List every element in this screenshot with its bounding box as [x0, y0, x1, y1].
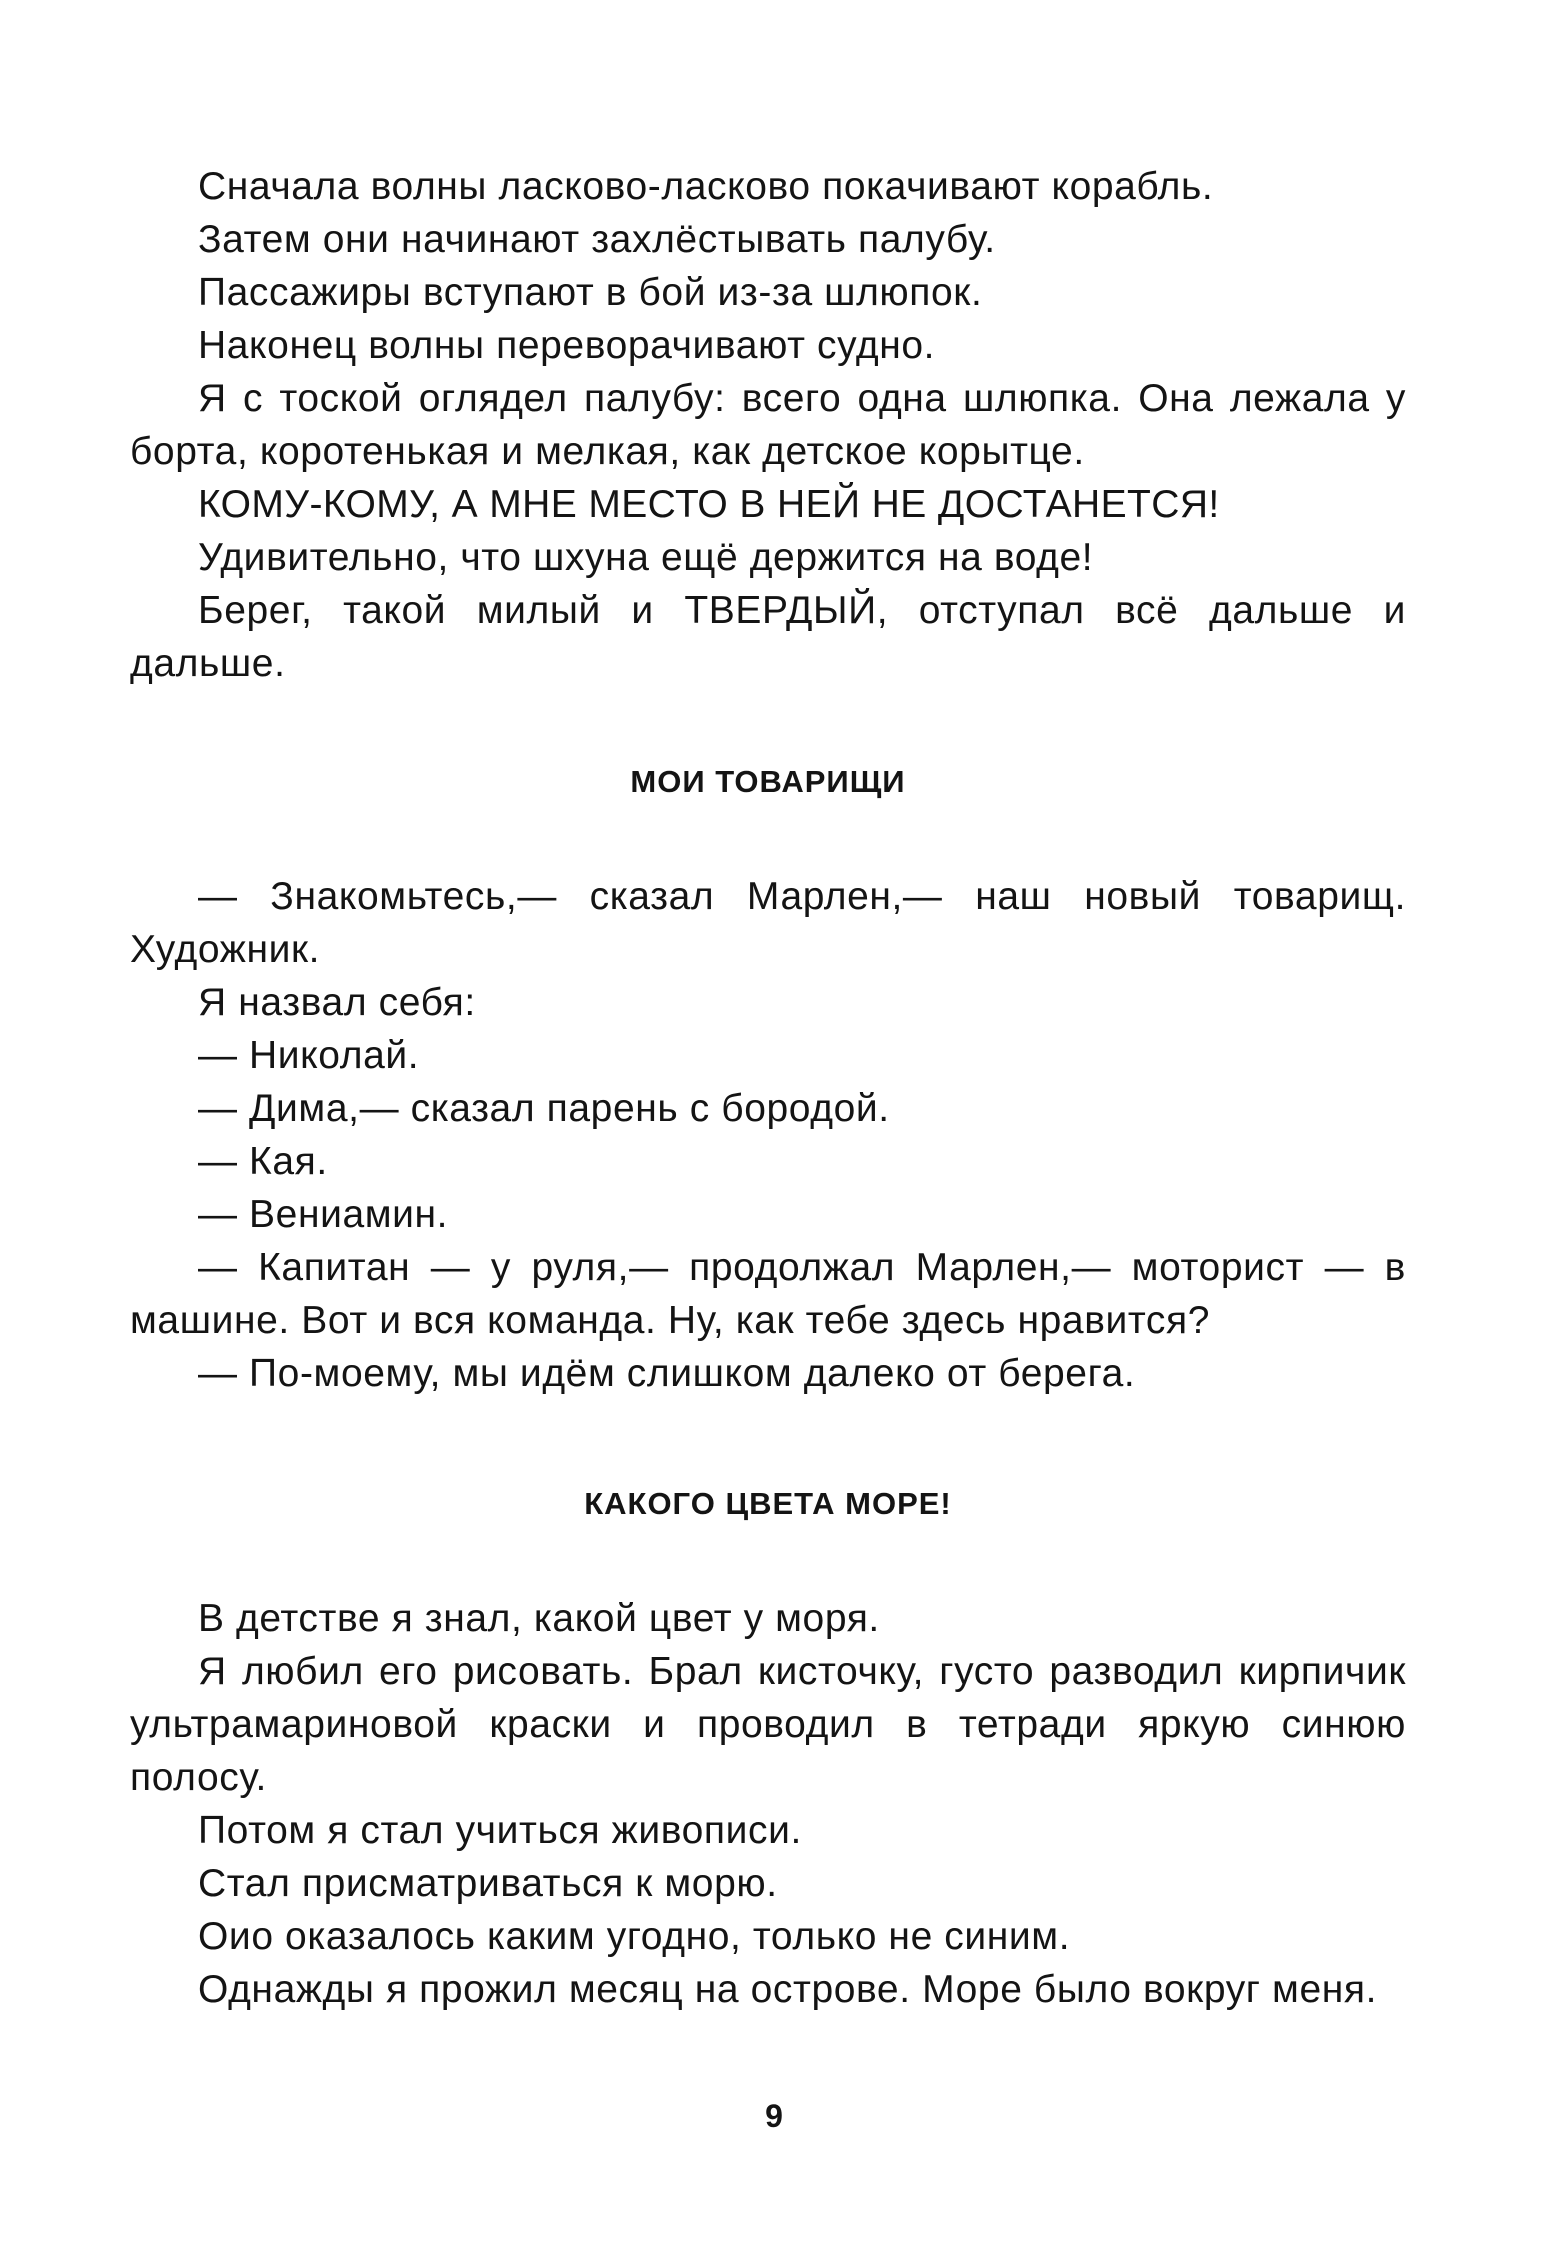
paragraph: — Кая.	[198, 1140, 328, 1183]
section-2-body	[130, 870, 1406, 1400]
paragraph: Пассажиры вступают в бой из-за шлюпок.	[198, 271, 983, 314]
paragraph: — Знакомьтесь,— сказал Марлен,— наш новый товарищ. Художник.	[130, 875, 1406, 971]
paragraph: — Капитан — у руля,— продолжал Марлен,— моторист — в машине. Вот и вся команда. Ну, как тебе здесь нравится?	[130, 1246, 1406, 1342]
paragraph: Однажды я прожил месяц на острове. Море было вокруг меня.	[198, 1968, 1378, 2011]
chapter-heading-sea-color: КАКОГО ЦВЕТА МОРЕ!	[584, 1486, 952, 1521]
book-page	[130, 160, 1406, 2016]
paragraph: — Дима,— сказал парень с бородой.	[198, 1087, 890, 1130]
paragraph: — Николай.	[198, 1034, 420, 1077]
paragraph: Берег, такой милый и ТВЕРДЫЙ, отступал всё дальше и дальше.	[130, 589, 1406, 685]
paragraph: — По-моему, мы идём слишком далеко от берега.	[198, 1352, 1136, 1395]
paragraph-caps: КОМУ-КОМУ, А МНЕ МЕСТО В НЕЙ НЕ ДОСТАНЕТСЯ!	[198, 483, 1220, 526]
paragraph: Затем они начинают захлёстывать палубу.	[198, 218, 996, 261]
paragraph: Потом я стал учиться живописи.	[198, 1809, 802, 1852]
paragraph: Я назвал себя:	[198, 981, 476, 1024]
paragraph: Сначала волны ласково-ласково покачивают корабль.	[198, 165, 1214, 208]
page-number: 9	[765, 2098, 783, 2134]
paragraph: — Вениамин.	[198, 1193, 449, 1236]
paragraph: Удивительно, что шхуна ещё держится на воде!	[198, 536, 1094, 579]
paragraph: Я любил его рисовать. Брал кисточку, густо разводил кирпичик ультрамариновой краски и проводил в тетради яркую синюю полосу.	[130, 1650, 1406, 1799]
paragraph: Стал присматриваться к морю.	[198, 1862, 778, 1905]
section-3-body	[130, 1592, 1406, 2016]
paragraph: В детстве я знал, какой цвет у моря.	[198, 1597, 880, 1640]
chapter-heading-my-comrades: МОИ ТОВАРИЩИ	[630, 764, 906, 799]
paragraph: Оио оказалось каким угодно, только не синим.	[198, 1915, 1071, 1958]
paragraph: Я с тоской оглядел палубу: всего одна шлюпка. Она лежала у борта, коротенькая и мелкая, как детское корытце.	[130, 377, 1406, 473]
section-1-body	[130, 160, 1406, 690]
paragraph: Наконец волны переворачивают судно.	[198, 324, 936, 367]
